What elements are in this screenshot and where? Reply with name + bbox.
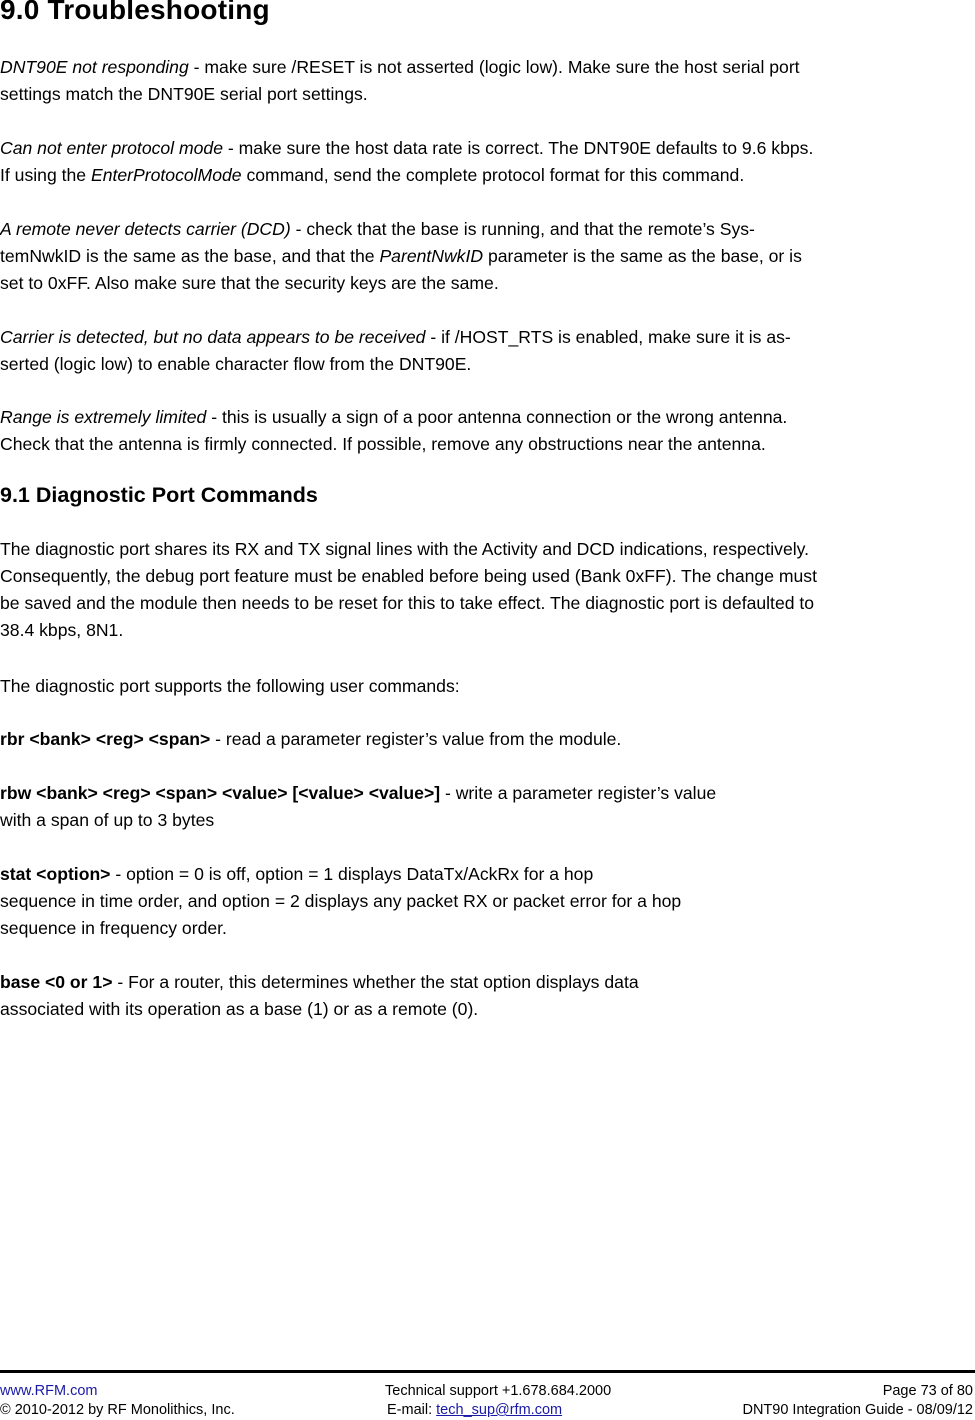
command-syntax: rbw <bank> <reg> <span> <value> [<value> <value>]	[0, 783, 441, 803]
troubleshooting-item-not-responding	[0, 54, 968, 108]
command-rbw	[0, 780, 716, 834]
item-text: - this is usually a sign of a poor antenna connection or the wrong antenna.	[206, 407, 788, 427]
command-description: - For a router, this determines whether the stat option displays data	[112, 972, 639, 992]
command-rbr	[0, 726, 621, 753]
diagnostic-intro: The diagnostic port shares its RX and TX signal lines with the Activity and DCD indications, respectively. Consequently, the debug port feature must be enabled before being used (Bank 0xFF). The change must be saved and the module then needs to be reset for this to take effect. The diagnostic port is defaulted to 38.4 kbps, 8N1.	[0, 539, 817, 640]
command-stat	[0, 861, 681, 942]
command-description: with a span of up to 3 bytes	[0, 810, 215, 830]
item-text: - check that the base is running, and that the remote’s Sys-	[290, 219, 755, 239]
command-name: EnterProtocolMode	[90, 165, 242, 185]
item-text: serted (logic low) to enable character flow from the DNT90E.	[0, 354, 472, 374]
document-title: DNT90 Integration Guide - 08/09/12	[742, 1402, 973, 1418]
command-base	[0, 969, 639, 1023]
item-text: settings match the DNT90E serial port settings.	[0, 84, 368, 104]
item-text: Check that the antenna is firmly connected. If possible, remove any obstructions near the antenna.	[0, 434, 766, 454]
item-text: If using the	[0, 165, 91, 185]
command-description: - option = 0 is off, option = 1 displays DataTx/AckRx for a hop	[110, 864, 594, 884]
website-link[interactable]: www.RFM.com	[0, 1383, 98, 1399]
support-phone: Technical support +1.678.684.2000	[385, 1383, 612, 1399]
section-heading	[0, 0, 270, 26]
item-term: DNT90E not responding	[0, 57, 189, 77]
command-syntax: stat <option>	[0, 864, 111, 884]
email-label: E-mail:	[387, 1402, 433, 1418]
item-text: - make sure the host data rate is correct. The DNT90E defaults to 9.6 kbps.	[223, 138, 814, 158]
diagnostic-lead: The diagnostic port supports the following user commands:	[0, 676, 460, 696]
command-syntax: rbr <bank> <reg> <span>	[0, 729, 211, 749]
item-text: set to 0xFF. Also make sure that the security keys are the same.	[0, 273, 499, 293]
item-text: parameter is the same as the base, or is	[483, 246, 802, 266]
item-term: A remote never detects carrier (DCD)	[0, 219, 291, 239]
item-text: temNwkID is the same as the base, and that the	[0, 246, 380, 266]
copyright-text: © 2010-2012 by RF Monolithics, Inc.	[0, 1402, 235, 1418]
command-description: - write a parameter register’s value	[440, 783, 717, 803]
command-description: associated with its operation as a base (1) or as a remote (0).	[0, 999, 479, 1019]
item-text: - make sure /RESET is not asserted (logic low). Make sure the host serial port	[188, 57, 800, 77]
command-syntax: base <0 or 1>	[0, 972, 113, 992]
command-description: sequence in frequency order.	[0, 918, 227, 938]
troubleshooting-item-carrier	[0, 216, 968, 297]
footer-divider	[0, 1370, 975, 1373]
page-number: Page 73 of 80	[882, 1383, 973, 1399]
troubleshooting-item-range	[0, 404, 968, 458]
troubleshooting-item-no-data	[0, 324, 968, 378]
item-text: - if /HOST_RTS is enabled, make sure it is as-	[425, 327, 791, 347]
command-description: sequence in time order, and option = 2 displays any packet RX or packet error for a hop	[0, 891, 682, 911]
item-term: Carrier is detected, but no data appears to be received	[0, 327, 426, 347]
troubleshooting-item-protocol-mode	[0, 135, 968, 189]
section-title: Troubleshooting	[47, 0, 270, 25]
email-link[interactable]: tech_sup@rfm.com	[436, 1402, 563, 1418]
item-term: Range is extremely limited	[0, 407, 207, 427]
parameter-name: ParentNwkID	[379, 246, 484, 266]
command-description: - read a parameter register’s value from the module.	[210, 729, 622, 749]
section-number: 9.0	[0, 0, 40, 25]
email-line	[387, 1400, 562, 1420]
item-text: command, send the complete protocol format for this command.	[241, 165, 745, 185]
item-term: Can not enter protocol mode	[0, 138, 223, 158]
subsection-heading: 9.1 Diagnostic Port Commands	[0, 483, 318, 507]
